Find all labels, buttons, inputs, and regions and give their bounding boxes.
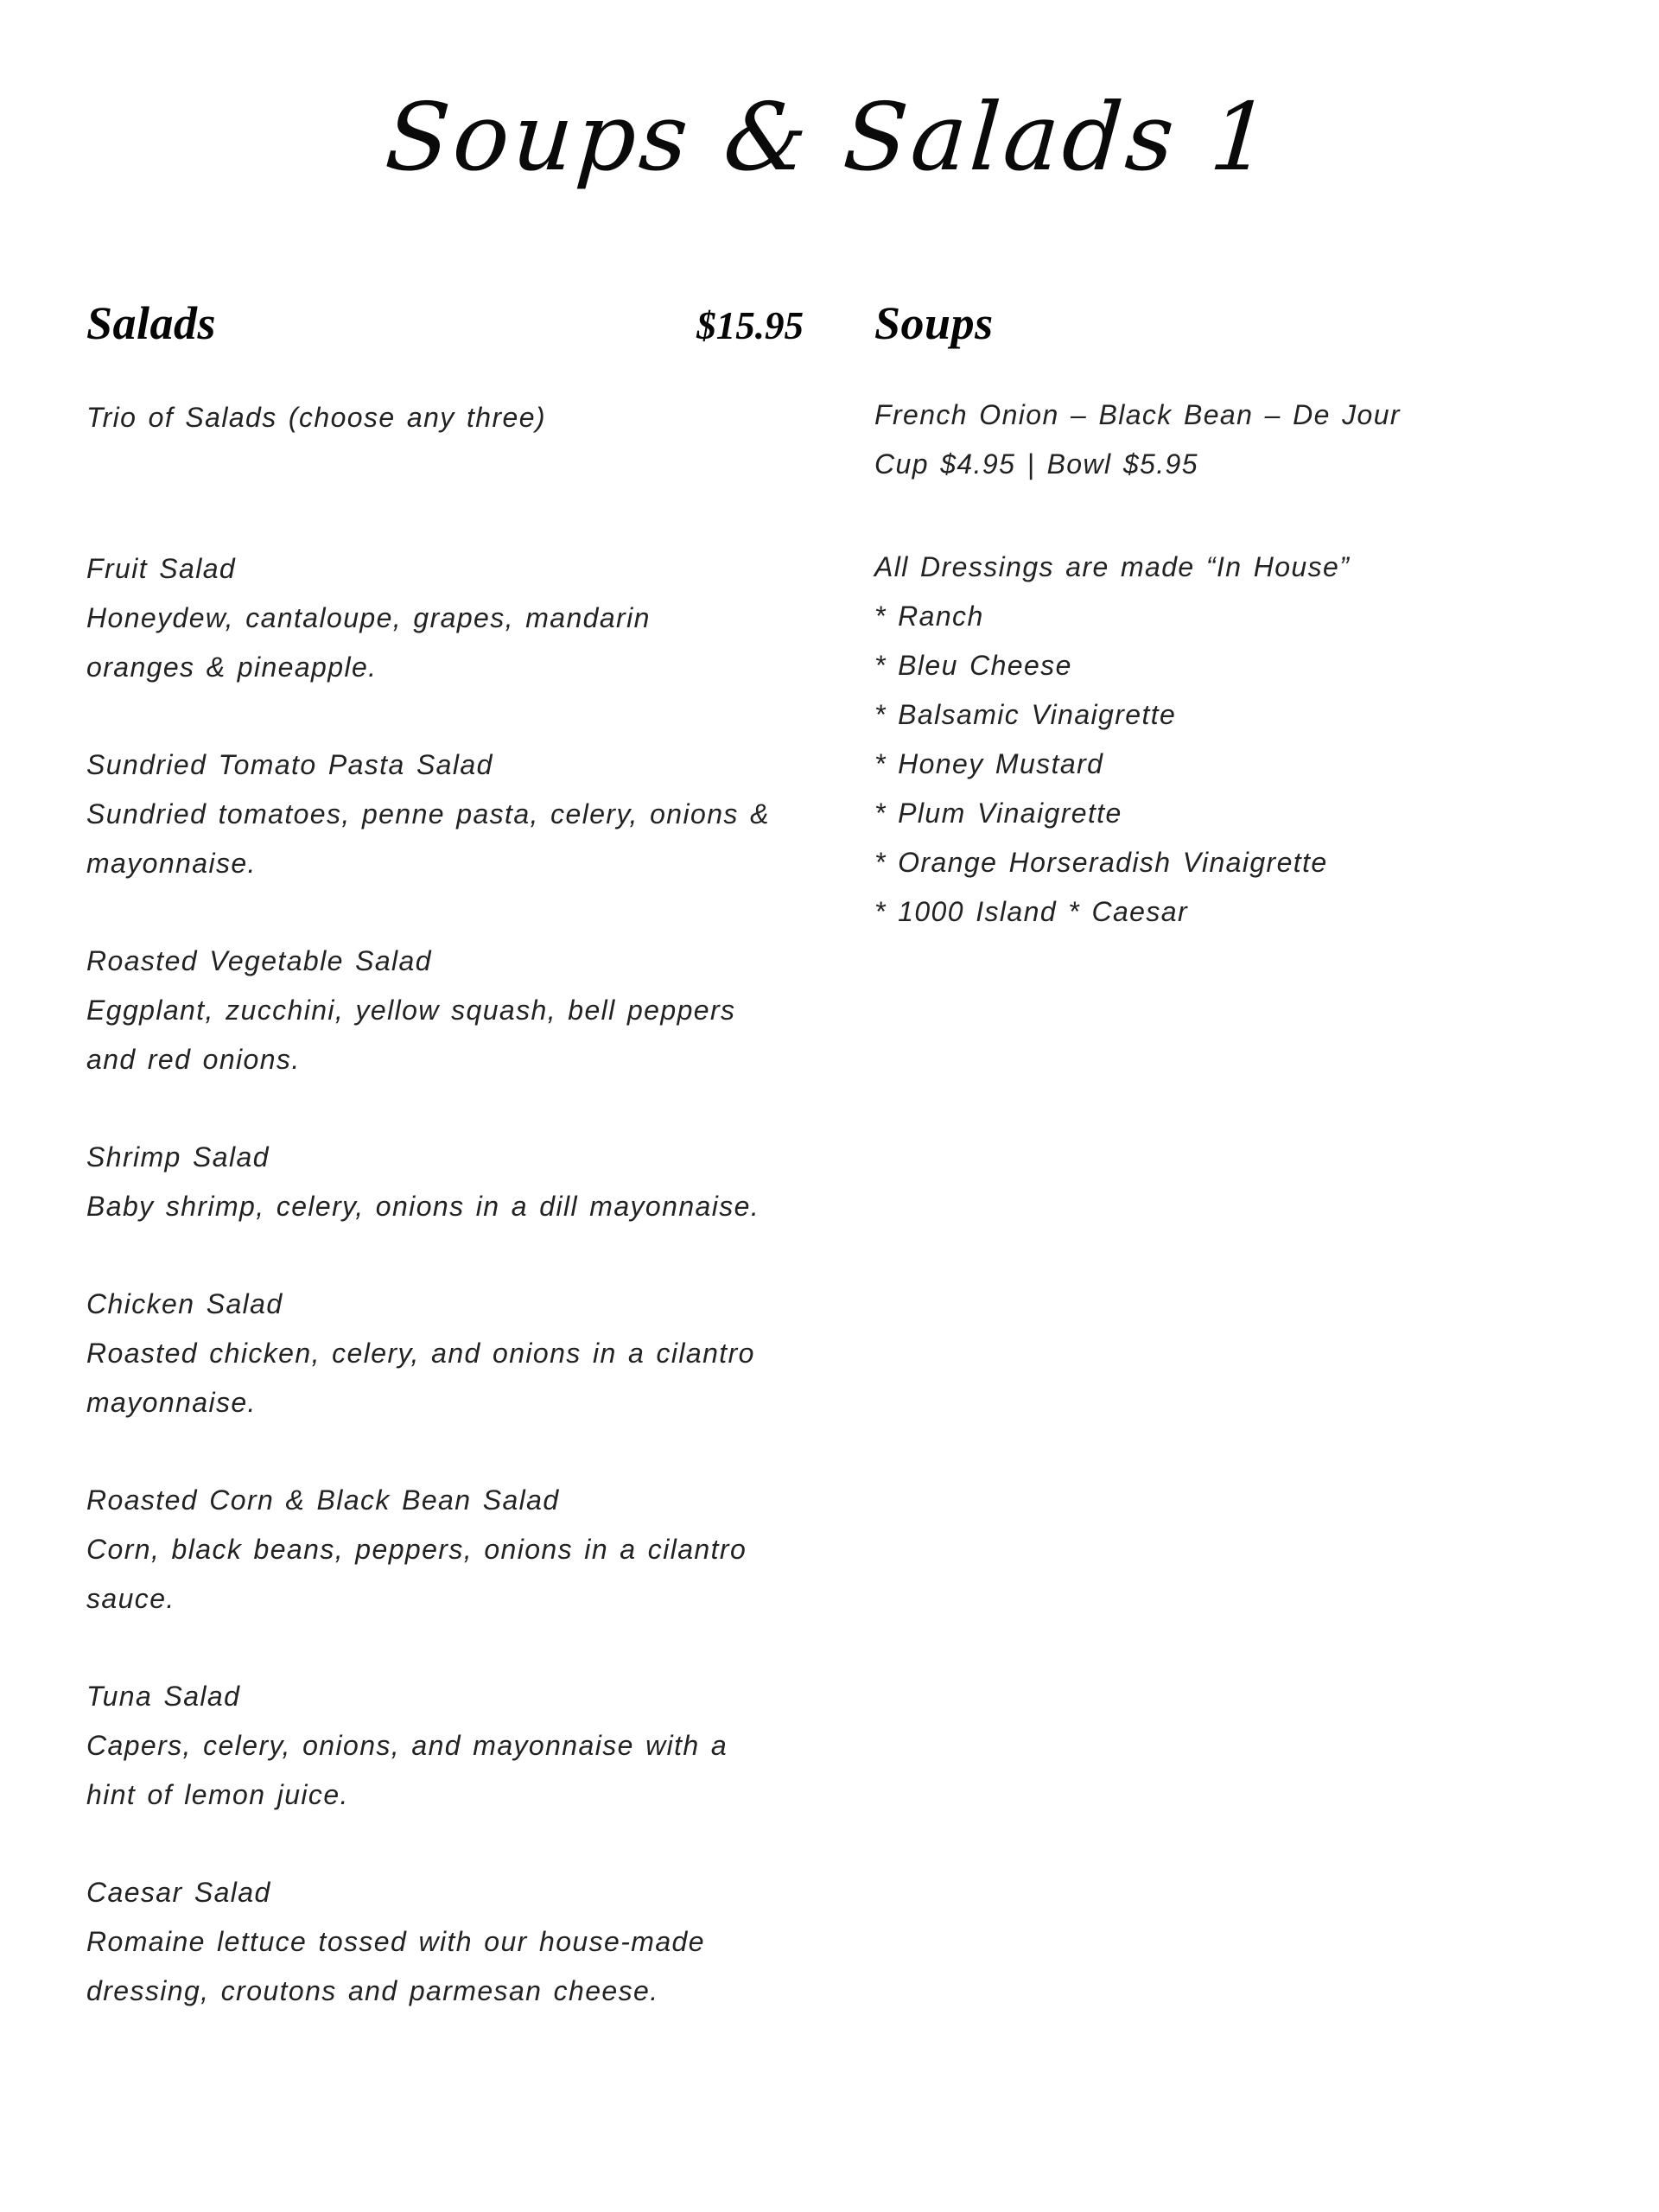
soup-prices: Cup $4.95 | Bowl $5.95 [874, 448, 1198, 480]
dressing-line: * Honey Mustard [874, 748, 1104, 779]
item-description-line: Honeydew, cantaloupe, grapes, mandarin [86, 602, 651, 633]
item-description-line: mayonnaise. [86, 1387, 257, 1418]
page-title: Soups & Salads 1 [382, 84, 1277, 192]
dressing-line: * Plum Vinaigrette [874, 798, 1122, 829]
dressing-line: * Bleu Cheese [874, 650, 1072, 681]
salads-price: $15.95 [696, 304, 804, 347]
menu-columns [86, 296, 1573, 2016]
salads-heading: Salads [86, 297, 217, 349]
item-name: Roasted Corn & Black Bean Salad [86, 1484, 560, 1516]
dressing-line: * Ranch [874, 601, 984, 632]
item-description-line: Eggplant, zucchini, yellow squash, bell peppers [86, 995, 736, 1026]
salads-item-list [86, 544, 804, 2016]
item-name: Chicken Salad [86, 1288, 283, 1319]
dressing-line: * Orange Horseradish Vinaigrette [874, 847, 1328, 878]
menu-item [86, 937, 804, 1084]
soups-section [874, 296, 1573, 2016]
menu-item [86, 1476, 804, 1624]
item-description-line: Baby shrimp, celery, onions in a dill mayonnaise. [86, 1191, 760, 1222]
item-name: Fruit Salad [86, 553, 237, 584]
menu-item [86, 1868, 804, 2016]
item-name: Caesar Salad [86, 1877, 271, 1908]
item-description-line: sauce. [86, 1583, 175, 1614]
item-description-line: oranges & pineapple. [86, 652, 378, 683]
item-name: Roasted Vegetable Salad [86, 945, 432, 976]
item-description-line: Sundried tomatoes, penne pasta, celery, onions & [86, 798, 770, 830]
item-description-line: Corn, black beans, peppers, onions in a cilantro [86, 1534, 747, 1565]
dressings-list [874, 592, 1573, 937]
soups-header-row [874, 296, 1573, 351]
salads-intro: Trio of Salads (choose any three) [86, 402, 546, 433]
soup-varieties: French Onion – Black Bean – De Jour [874, 399, 1401, 430]
item-name: Sundried Tomato Pasta Salad [86, 749, 493, 780]
menu-item [86, 1133, 804, 1231]
dressing-line: * Balsamic Vinaigrette [874, 699, 1177, 730]
item-description-line: Roasted chicken, celery, and onions in a cilantro [86, 1338, 755, 1369]
menu-item [86, 544, 804, 692]
item-description-line: dressing, croutons and parmesan cheese. [86, 1975, 659, 2006]
menu-item [86, 1280, 804, 1427]
item-description-line: mayonnaise. [86, 848, 257, 879]
menu-item [86, 1672, 804, 1820]
soups-heading: Soups [874, 297, 994, 349]
dressing-line: * 1000 Island * Caesar [874, 896, 1189, 927]
dressings-block [874, 543, 1573, 937]
item-description-line: and red onions. [86, 1044, 301, 1075]
item-description-line: Capers, celery, onions, and mayonnaise with a [86, 1730, 728, 1761]
menu-item [86, 741, 804, 888]
salads-section [86, 296, 804, 2016]
item-name: Tuna Salad [86, 1681, 241, 1712]
dressings-intro: All Dressings are made “In House” [874, 551, 1351, 582]
item-description-line: Romaine lettuce tossed with our house-made [86, 1926, 705, 1957]
item-description-line: hint of lemon juice. [86, 1779, 349, 1810]
salads-header-row [86, 296, 804, 353]
item-name: Shrimp Salad [86, 1141, 270, 1173]
